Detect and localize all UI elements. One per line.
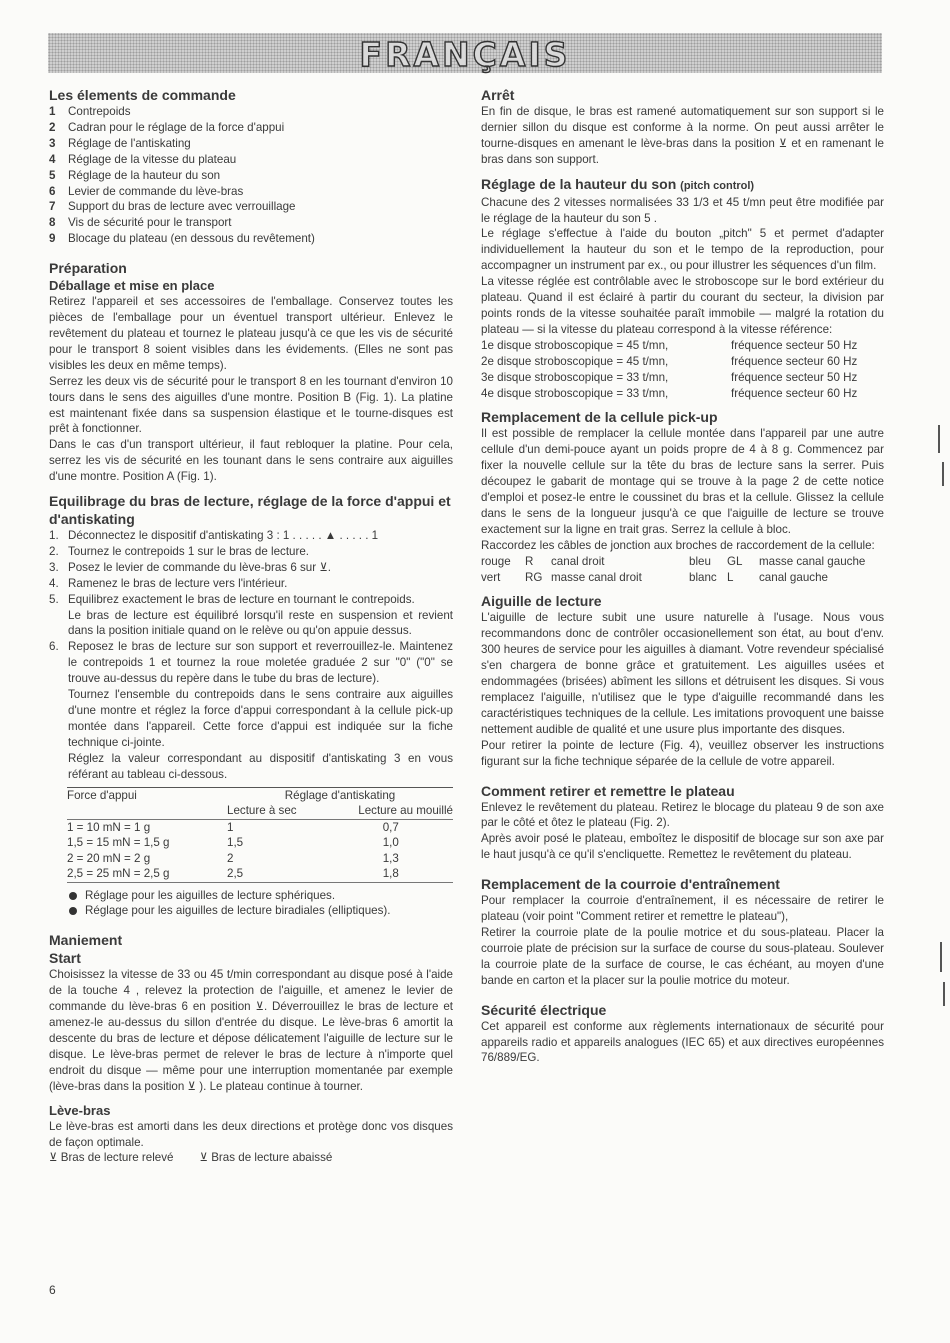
balance-steps bbox=[49, 528, 453, 783]
control-item: 3 Réglage de l'antiskating bbox=[49, 136, 191, 150]
bullet-spherical: Réglage pour les aiguilles de lecture sphériques. bbox=[67, 888, 453, 904]
margin-mark bbox=[942, 462, 944, 486]
bullet-dot-icon bbox=[69, 892, 77, 900]
header-banner bbox=[48, 33, 882, 73]
control-item: 9 Blocage du plateau (en dessous du revêtement) bbox=[49, 232, 315, 246]
unpack-heading: Déballage et mise en place bbox=[49, 278, 215, 294]
page-title: FRANÇAIS bbox=[359, 35, 571, 74]
control-item: 5 Réglage de la hauteur du son bbox=[49, 168, 221, 182]
unpack-paragraph-1: Retirez l'appareil et ses accessoires de l'emballage. Conservez toutes les pièces de l'emballage pour un éventuel transport ultérieur. Enlevez le revêtement du plateau et tournez le plateau jusqu'à ce que les vis de sécurité pour le transport 8 soient visibles dans les évidements. (Elles ne sont pas visibles les deux en même temps). bbox=[49, 295, 453, 372]
control-item: 4 Réglage de la vitesse du plateau bbox=[49, 152, 237, 166]
controls-heading: Les élements de commande bbox=[49, 87, 236, 103]
safety-heading: Sécurité électrique bbox=[481, 1001, 607, 1018]
balance-step: 5. Equilibrez exactement le bras de lecture en tournant le contrepoids. Le bras de lecture est équilibré lorsqu'il reste en suspension et revient dans la position initiale quand on le relève ou qu'on appuie dessus. bbox=[49, 592, 453, 638]
unpack-paragraph-3: Dans le cas d'un transport ultérieur, il faut rebloquer la platine. Pour cela, serrez les vis de sécurité en les tounant dans le sens contraire aux aiguilles d'une montre. Position A (Fig. 1). bbox=[49, 438, 453, 484]
handling-heading: Maniement bbox=[49, 932, 123, 949]
control-item: 7 Support du bras de lecture avec verrouillage bbox=[49, 200, 296, 214]
arm-lowered-label: ⊻ Bras de lecture abaissé bbox=[199, 1151, 333, 1165]
stop-paragraph: En fin de disque, le bras est ramené automatiquement sur son support si le dernier sillon du disque est conforme à la norme. On peut aussi arrêter le tourne-disques en amenant le lève-bras dans la position ⊻ et en ramenant le bras dans son support. bbox=[481, 105, 884, 166]
cartridge-paragraph-2: Raccordez les câbles de jonction aux broches de raccordement de la cellule: bbox=[481, 538, 875, 552]
control-item: 8 Vis de sécurité pour le transport bbox=[49, 216, 232, 230]
preparation-heading: Préparation bbox=[49, 260, 127, 277]
balance-heading: Equilibrage du bras de lecture, réglage de la force d'appui et d'antiskating bbox=[49, 493, 451, 528]
th-wet: Lecture au mouillé bbox=[323, 803, 453, 819]
belt-paragraph-2: Retirer la courroie plate de la poulie motrice et du sous-plateau. Placer la courroie plate de précision sur la surface de course du sous-plateau. Soulever la courroie plate de la surface de course, le cas échéant, au moyen d'une bande en carton et la placer sur la poulie motrice du moteur. bbox=[481, 925, 884, 987]
right-column bbox=[481, 86, 884, 1066]
bullet-elliptical: Réglage pour les aiguilles de lecture biradiales (elliptiques). bbox=[67, 903, 453, 919]
stylus-heading: Aiguille de lecture bbox=[481, 593, 602, 610]
controls-list bbox=[49, 104, 453, 247]
page-number: 6 bbox=[49, 1283, 56, 1297]
pitch-heading: Réglage de la hauteur du son (pitch control) bbox=[481, 175, 755, 192]
stylus-paragraph-2: Pour retirer la pointe de lecture (Fig. 4), veuillez observer les instructions figurant sur la fiche technique séparée de la cellule de votre appareil. bbox=[481, 738, 884, 768]
strobo-line: 1e disque stroboscopique = 45 t/mn, fréquence secteur 50 Hz bbox=[481, 338, 858, 352]
start-heading: Start bbox=[49, 950, 81, 967]
bullet-dot-icon bbox=[69, 907, 77, 915]
strobo-line: 4e disque stroboscopique = 33 t/mn, fréquence secteur 60 Hz bbox=[481, 386, 858, 400]
control-item: 2 Cadran pour le réglage de la force d'appui bbox=[49, 120, 285, 134]
strobo-list bbox=[481, 338, 884, 402]
belt-heading: Remplacement de la courroie d'entraînement bbox=[481, 876, 780, 893]
table-row: 2 = 20 mN = 2 g 2 1,3 bbox=[67, 851, 399, 865]
safety-paragraph: Cet appareil est conforme aux règlements internationaux de sécurité pour appareils radio et appareils analogues (IEC 65) et aux directives européennes 76/889/EG. bbox=[481, 1019, 884, 1065]
wire-row: rouge R canal droit bleu GL masse canal gauche bbox=[481, 554, 866, 568]
balance-step: 4. Ramenez le bras de lecture vers l'intérieur. bbox=[49, 576, 288, 590]
table-row: 1 = 10 mN = 1 g 1 0,7 bbox=[67, 819, 453, 835]
pitch-paragraph-3: La vitesse réglée est contrôlable avec le stroboscope sur le bord extérieur du plateau. Quand il est éclairé à partir du courant du secteur, la division par points ronds de la vitesse souhaitée paraît immobile — malgré la rotation du plateau — si la vitesse du plateau correspond à la vitesse référence: bbox=[481, 275, 884, 336]
balance-step: 3. Posez le levier de commande du lève-bras 6 sur ⊻. bbox=[49, 560, 332, 574]
control-item: 6 Levier de commande du lève-bras bbox=[49, 184, 244, 198]
wire-row: vert RG masse canal droit blanc L canal gauche bbox=[481, 570, 828, 584]
margin-mark bbox=[943, 982, 945, 1006]
th-dry: Lecture à sec bbox=[227, 803, 323, 819]
balance-step: 6. Reposez le bras de lecture sur son support et reverrouillez-le. Maintenez le contrepoids 1 et tournez la roue moletée graduée 2 sur "0" ("0" se trouve au-dessus du repère dans le tube du bras de lecture). Tournez l'ensemble du contrepoids dans le sens contraire aux aiguilles d'une montre et réglez la force d'appui correspondant à la cellule pick-up montée dans l'appareil. Cette force d'appui est indiquée sur la fiche technique ci-jointe. Réglez la valeur correspondant au dispositif d'antiskating 3 en vous référant au tableau ci-dessous. bbox=[49, 640, 453, 781]
control-item: 1 Contrepoids bbox=[49, 105, 131, 118]
lift-paragraph: Le lève-bras est amorti dans les deux directions et protège donc vos disques de façon optimale. bbox=[49, 1119, 453, 1149]
wire-table bbox=[481, 554, 884, 586]
stop-heading: Arrêt bbox=[481, 87, 515, 103]
pitch-paragraph-1: Chacune des 2 vitesses normalisées 33 1/3 et 45 t/mn peut être modifiée par le réglage de la hauteur du son 5 . bbox=[481, 195, 884, 225]
cartridge-paragraph-1: Il est possible de remplacer la cellule montée dans l'appareil par une autre cellule d'un demi-pouce ayant un poids propre de 4 à 8 g. Commencez par fixer la nouvelle cellule sur la tête du bras de lecture sans la serrer. Puis découpez le gabarit de montage qui se trouve à la page 2 de cette notice d'emploi et posez-le entre le coussinet du bras et la cellule. Glissez la cellule dans le sens de la longueur jusqu'à ce que l'aiguille de lecture se trouve exactement sur la ligne en trait gras. Serrez la cellule à bloc. bbox=[481, 427, 884, 536]
antiskating-table bbox=[67, 787, 453, 883]
stylus-paragraph-1: L'aiguille de lecture subit une usure naturelle à l'usage. Nous vous recommandons donc de contrôler occasionellement son état, au bout d'env. 300 heures de service pour les aiguilles à diamant. Votre revendeur spécialisé s'en chargera de bonne grâce et gratuitement. Les aiguilles usées et endommagées (brisées) abîment les sillons et détruisent les disques. Si vous remplacez l'aiguille, n'utilisez que le type d'aiguille recommandé dans les caractéristiques techniques de la cellule. Les imitations provoquent une baisse nettement audible de qualité et une usure plus importante des disques. bbox=[481, 611, 884, 736]
table-row: 1,5 = 15 mN = 1,5 g 1,5 1,0 bbox=[67, 836, 399, 850]
platter-heading: Comment retirer et remettre le plateau bbox=[481, 782, 735, 799]
left-column bbox=[49, 86, 453, 1166]
table-row: 2,5 = 25 mN = 2,5 g 2,5 1,8 bbox=[67, 866, 453, 882]
lift-heading: Lève-bras bbox=[49, 1102, 111, 1118]
cartridge-heading: Remplacement de la cellule pick-up bbox=[481, 409, 718, 426]
balance-step: 1. Déconnectez le dispositif d'antiskating 3 : 1 . . . . . ▲ . . . . . 1 bbox=[49, 529, 379, 543]
arm-raised-label: ⊻ Bras de lecture relevé bbox=[49, 1151, 174, 1165]
strobo-line: 2e disque stroboscopique = 45 t/mn, fréquence secteur 60 Hz bbox=[481, 354, 858, 368]
unpack-paragraph-2: Serrez les deux vis de sécurité pour le transport 8 en les tournant d'environ 10 tours dans le sens des aiguilles d'une montre. Position B (Fig. 1). La platine est maintenant fixée dans sa suspension élastique et le tourne-disques est prêt à fonctionner. bbox=[49, 374, 453, 436]
margin-mark bbox=[938, 425, 940, 453]
platter-paragraph-2: Après avoir posé le plateau, emboîtez le dispositif de blocage sur son axe par le haut jusqu'à ce qu'il s'encliquette. Remettez le revêtement du plateau. bbox=[481, 832, 884, 862]
platter-paragraph-1: Enlevez le revêtement du plateau. Retirez le blocage du plateau 9 de son axe par le côté et ôtez le plateau (Fig. 2). bbox=[481, 800, 884, 830]
th-force: Force d'appui bbox=[67, 787, 227, 803]
start-paragraph: Choisissez la vitesse de 33 ou 45 t/min correspondant au disque posé à l'aide de la touche 4 , relevez la protection de l'aiguille, et amenez le levier de commande du lève-bras 6 en position ⊻. Déverrouillez le bras de lecture et amenez-le au-dessus du sillon d'entrée du disque. Le lève-bras 6 amortit la descente du bras de lecture et dépose délicatement l'aiguille de lecture sur le disque. Le lève-bras permet de relever le bras de lecture à n'importe quel endroit du disque — même pour une interruption momentanée par exemple (lève-bras dans la position ⊻ ). Le plateau continue à tourner. bbox=[49, 968, 453, 1093]
th-antiskating: Réglage d'antiskating bbox=[227, 787, 453, 803]
balance-step: 2. Tournez le contrepoids 1 sur le bras de lecture. bbox=[49, 544, 310, 558]
pitch-paragraph-2: Le réglage s'effectue à l'aide du bouton „pitch" 5 et permet d'adapter individuellement la hauteur du son et le tempo de la reproduction, pour accompagner un instrument par ex., ou pour illustrer les séquences d'un film. bbox=[481, 227, 884, 273]
strobo-line: 3e disque stroboscopique = 33 t/mn, fréquence secteur 50 Hz bbox=[481, 370, 858, 384]
belt-paragraph-1: Pour remplacer la courroie d'entraînement, il es nécessaire de retirer le plateau (voir point "Comment retirer et remettre le plateau"), bbox=[481, 894, 884, 924]
margin-mark bbox=[940, 942, 942, 972]
